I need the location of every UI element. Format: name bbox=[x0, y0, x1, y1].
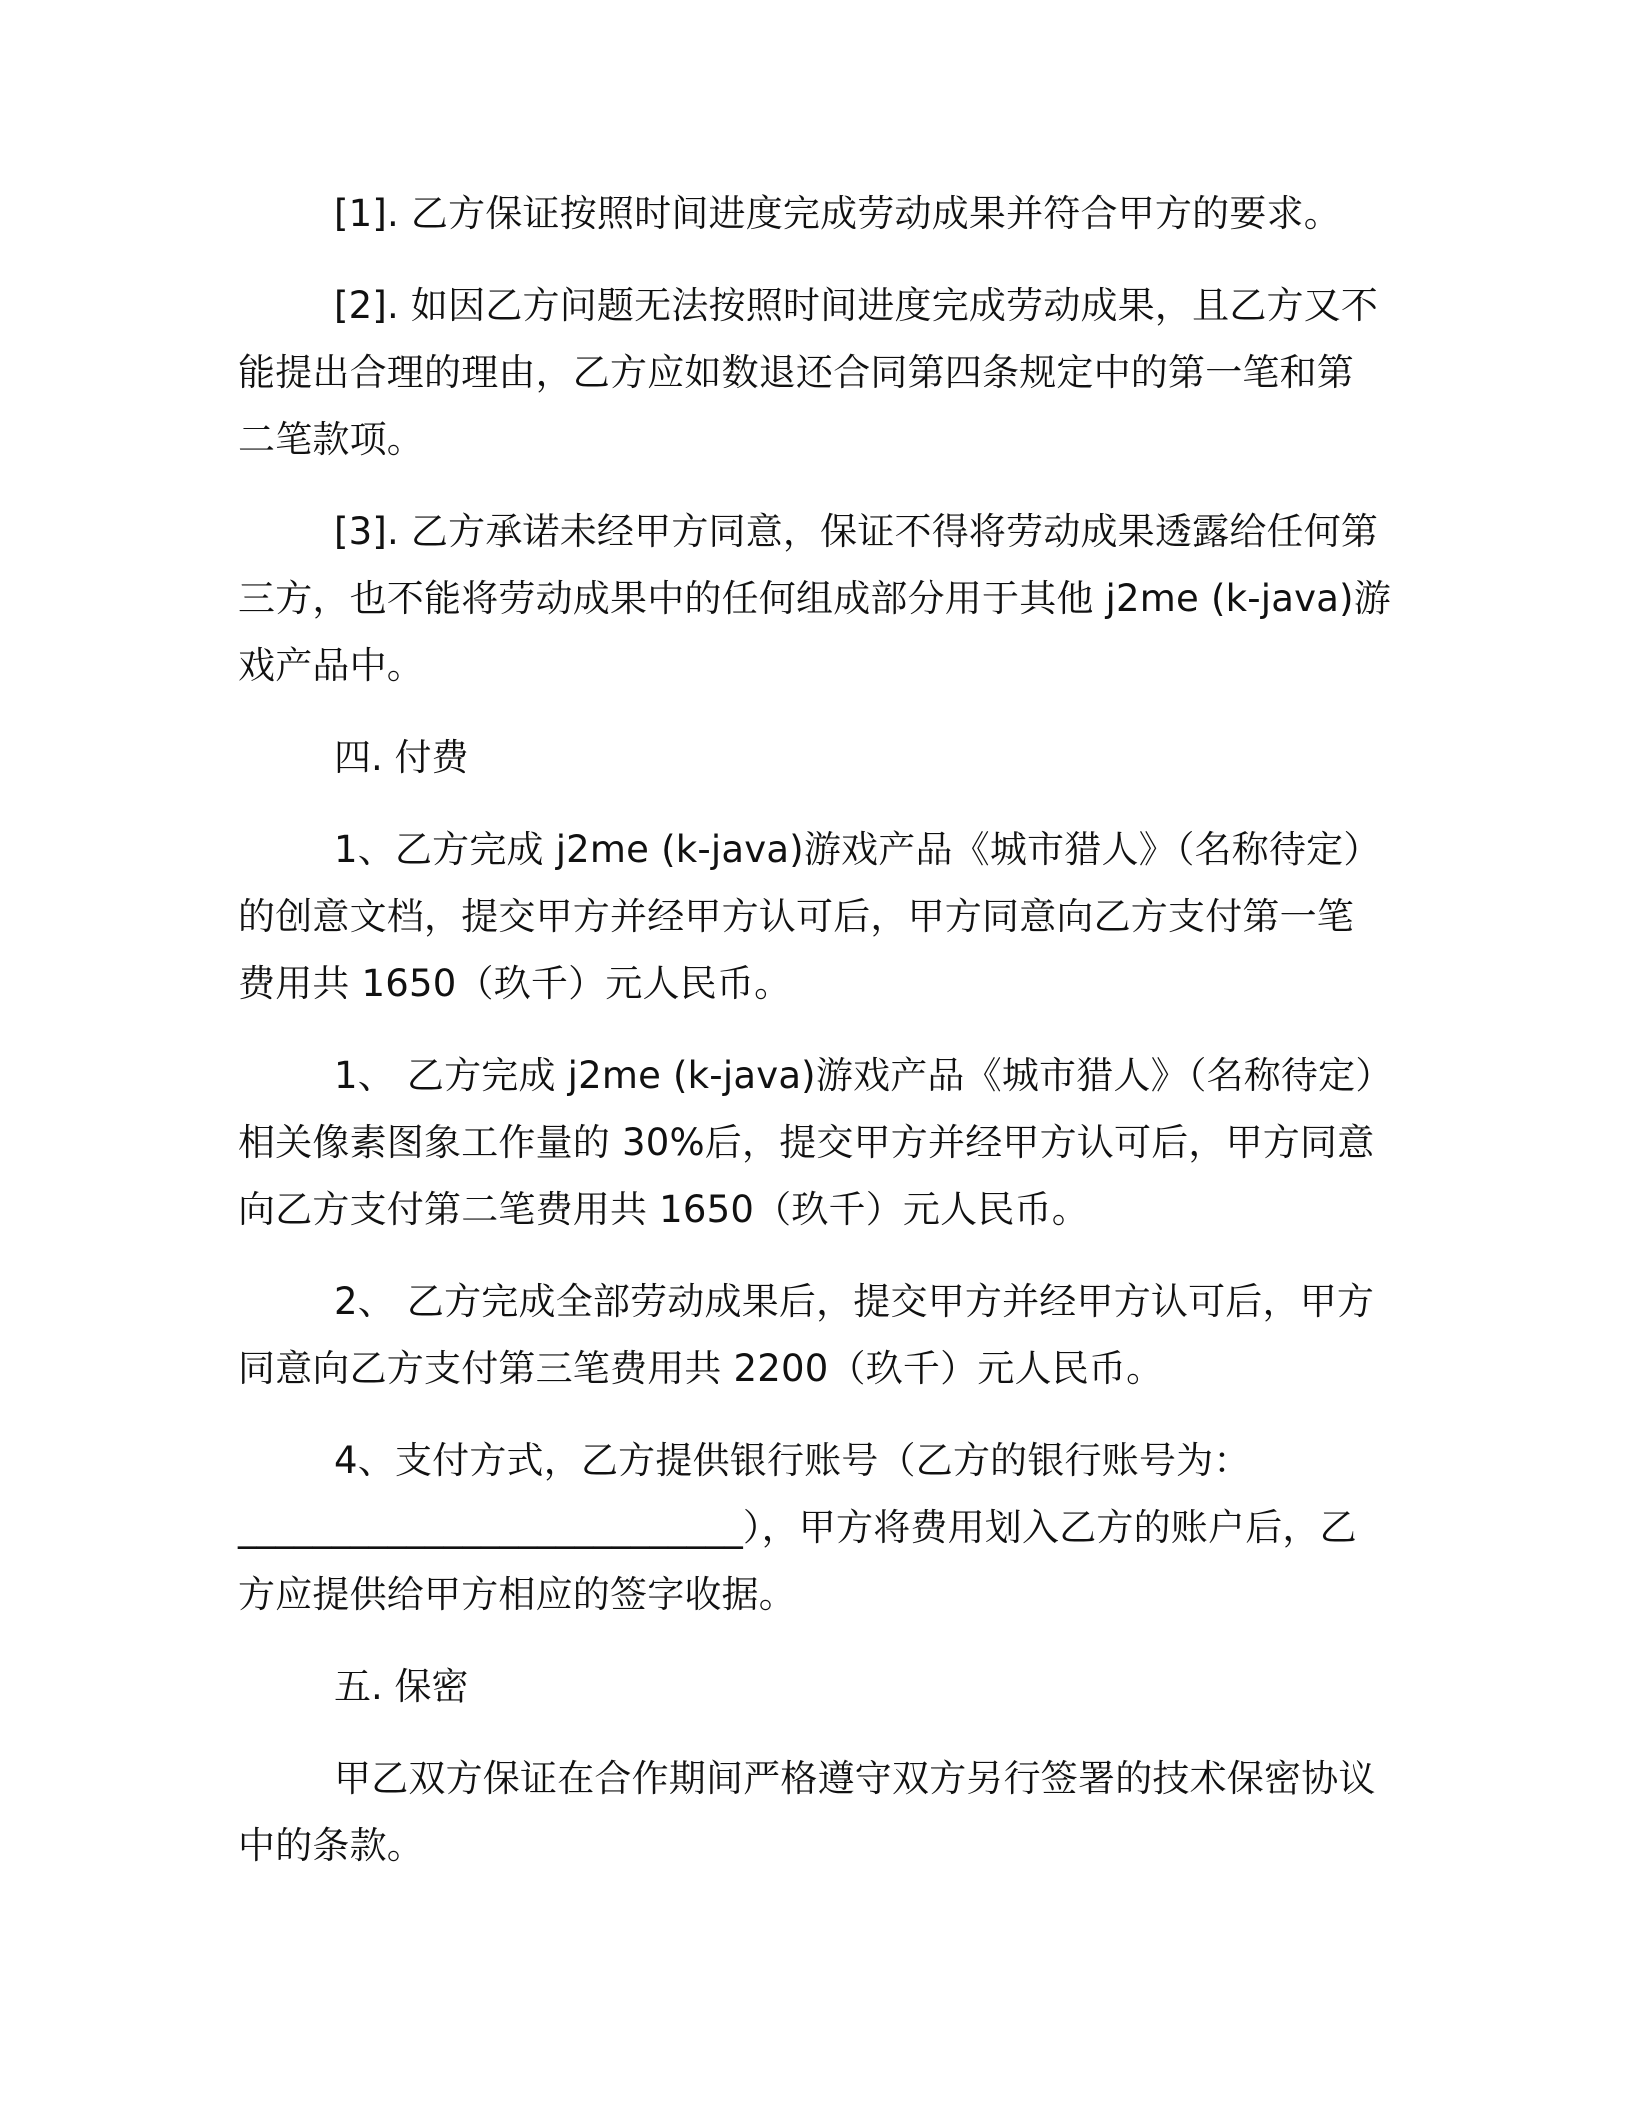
text-line: 4、支付方式，乙方提供银行账号（乙方的银行账号为： bbox=[334, 1439, 1251, 1482]
clause-1 bbox=[238, 180, 1370, 247]
text-line: 1、乙方完成 j2me (k-java)游戏产品《城市猎人》（名称待定） bbox=[334, 828, 1381, 871]
text-line: 1、 乙方完成 j2me (k-java)游戏产品《城市猎人》（名称待定） bbox=[334, 1054, 1393, 1097]
payment-method-clause bbox=[238, 1427, 1370, 1628]
clause-3 bbox=[238, 498, 1391, 699]
text-line: 向乙方支付第二笔费用共 1650（玖千）元人民币。 bbox=[238, 1188, 1089, 1231]
text-line: 方应提供给甲方相应的签字收据。 bbox=[238, 1573, 796, 1616]
text-line: 二笔款项。 bbox=[238, 418, 424, 461]
text-line: 同意向乙方支付第三笔费用共 2200（玖千）元人民币。 bbox=[238, 1347, 1164, 1390]
text-line: 能提出合理的理由，乙方应如数退还合同第四条规定中的第一笔和第 bbox=[238, 351, 1354, 394]
section-heading-confidentiality: 五. 保密 bbox=[334, 1665, 469, 1708]
text-line: [3]. 乙方承诺未经甲方同意，保证不得将劳动成果透露给任何第 bbox=[334, 510, 1379, 553]
text-line: 戏产品中。 bbox=[238, 644, 424, 687]
text-line: 三方，也不能将劳动成果中的任何组成部分用于其他 j2me (k-java)游 bbox=[238, 577, 1391, 620]
text-line: 费用共 1650（玖千）元人民币。 bbox=[238, 962, 792, 1005]
payment-clause-1 bbox=[238, 816, 1381, 1017]
payment-clause-2 bbox=[238, 1042, 1393, 1243]
section-heading-payment: 四. 付费 bbox=[334, 736, 469, 779]
confidentiality-clause bbox=[238, 1745, 1376, 1879]
text-line: 2、 乙方完成全部劳动成果后，提交甲方并经甲方认可后，甲方 bbox=[334, 1280, 1375, 1323]
text-line: 中的条款。 bbox=[238, 1824, 424, 1867]
clause-2 bbox=[238, 272, 1379, 473]
text-line: [2]. 如因乙方问题无法按照时间进度完成劳动成果，且乙方又不 bbox=[334, 284, 1379, 327]
payment-clause-3 bbox=[238, 1268, 1375, 1402]
document-page bbox=[238, 180, 1393, 1904]
text-line: 的创意文档，提交甲方并经甲方认可后，甲方同意向乙方支付第一笔 bbox=[238, 895, 1354, 938]
text-line: [1]. 乙方保证按照时间进度完成劳动成果并符合甲方的要求。 bbox=[334, 192, 1341, 235]
text-line: 相关像素图象工作量的 30%后，提交甲方并经甲方认可后，甲方同意 bbox=[238, 1121, 1375, 1164]
bank-account-blank-line: ___________________________），甲方将费用划入乙方的账户后，乙 bbox=[238, 1506, 1357, 1549]
text-line: 甲乙双方保证在合作期间严格遵守双方另行签署的技术保密协议 bbox=[334, 1757, 1376, 1800]
